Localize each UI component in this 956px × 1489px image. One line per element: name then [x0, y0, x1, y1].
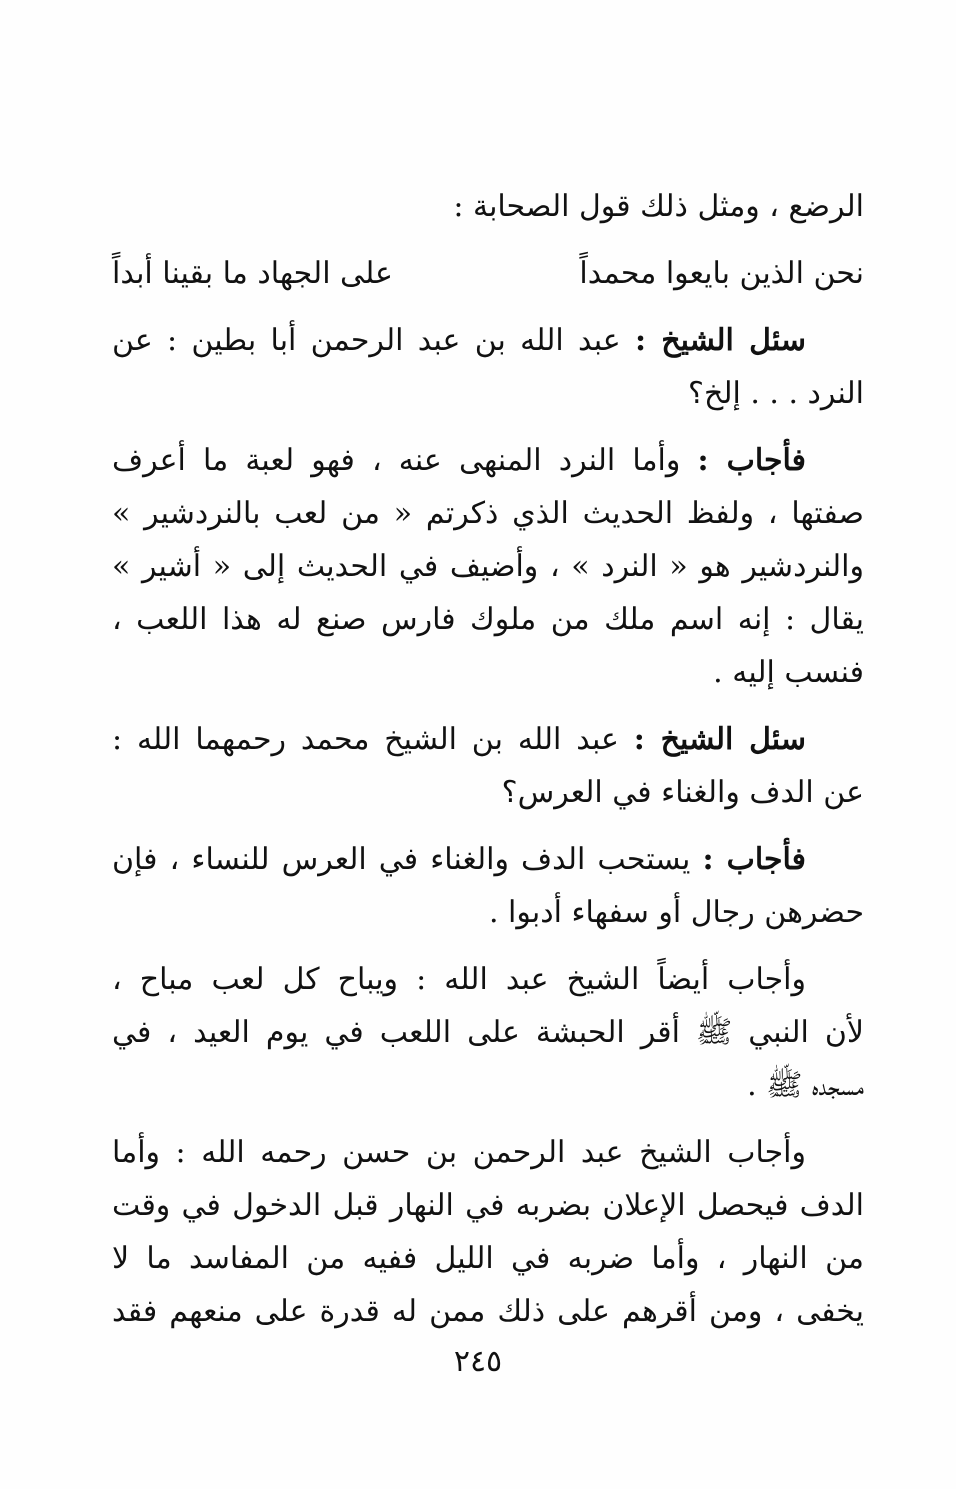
page-number: ٢٤٥ [453, 1344, 503, 1379]
verse-first-hemistich: نحن الذين بايعوا محمداً [579, 256, 864, 291]
answer-1 [112, 434, 864, 699]
answer-1-line-2: صفتها ، ولفظ الحديث الذي ذكرتم « من لعب بالنردشير » [112, 496, 864, 531]
page-body [112, 180, 864, 1352]
answer-2-line-2: حضرهن رجال أو سفهاء أدبوا . [488, 895, 864, 930]
paragraph-3-line-3: مسجده ﷺ . [747, 1068, 864, 1103]
verse-second-hemistich: على الجهاد ما بقينا أبداً [112, 256, 393, 291]
answer-1-line-1-text: وأما النرد المنهى عنه ، فهو لعبة ما أعرف [112, 443, 681, 478]
question-1-label: سئل الشيخ : [634, 323, 807, 358]
paragraph-3 [112, 953, 864, 1112]
answer-2-line [112, 833, 864, 886]
paragraph-4-line-2: الدف فيحصل الإعلان بضربه في النهار قبل الدخول في وقت [112, 1188, 864, 1223]
paragraph-3-line-1: وأجاب أيضاً الشيخ عبد الله : ويباح كل لعب مباح ، [112, 962, 806, 997]
question-2-line-1-text: عبد الله بن الشيخ محمد رحمهما الله : [112, 722, 619, 757]
paragraph-4-line-4: يخفى ، ومن أقرهم على ذلك ممن له قدرة على منعهم فقد [112, 1294, 864, 1329]
question-1 [112, 314, 864, 420]
question-2-line-2: عن الدف والغناء في العرس؟ [501, 775, 864, 810]
question-2 [112, 713, 864, 819]
answer-1-line-5: فنسب إليه . [713, 655, 864, 690]
answer-1-label: فأجاب : [697, 443, 806, 478]
answer-1-line-4: يقال : إنه اسم ملك من ملوك فارس صنع له هذا اللعب ، [112, 602, 864, 637]
question-1-line [112, 314, 864, 367]
question-2-line [112, 713, 864, 766]
paragraph-3-line-2: لأن النبي ﷺ أقر الحبشة على اللعب في يوم العيد ، في [112, 1015, 864, 1050]
answer-1-line [112, 434, 864, 487]
intro-line: الرضع ، ومثل ذلك قول الصحابة : [453, 189, 864, 224]
intro-paragraph [112, 180, 864, 233]
answer-2 [112, 833, 864, 939]
paragraph-4 [112, 1126, 864, 1338]
answer-2-line-1-text: يستحب الدف والغناء في العرس للنساء ، فإن [112, 842, 691, 877]
answer-1-line-3: والنردشير هو « النرد » ، وأضيف في الحديث إلى « أشير » [112, 549, 864, 584]
answer-2-label: فأجاب : [702, 842, 806, 877]
paragraph-4-line-1: وأجاب الشيخ عبد الرحمن بن حسن رحمه الله : وأما [112, 1135, 806, 1170]
question-1-line-1-text: عبد الله بن عبد الرحمن أبا بطين : عن [112, 323, 621, 358]
question-1-line-2: النرد . . . إلخ؟ [688, 376, 864, 411]
poetry-verse [112, 247, 864, 300]
paragraph-4-line-3: من النهار ، وأما ضربه في الليل ففيه من المفاسد ما لا [112, 1241, 864, 1276]
question-2-label: سئل الشيخ : [633, 722, 806, 757]
